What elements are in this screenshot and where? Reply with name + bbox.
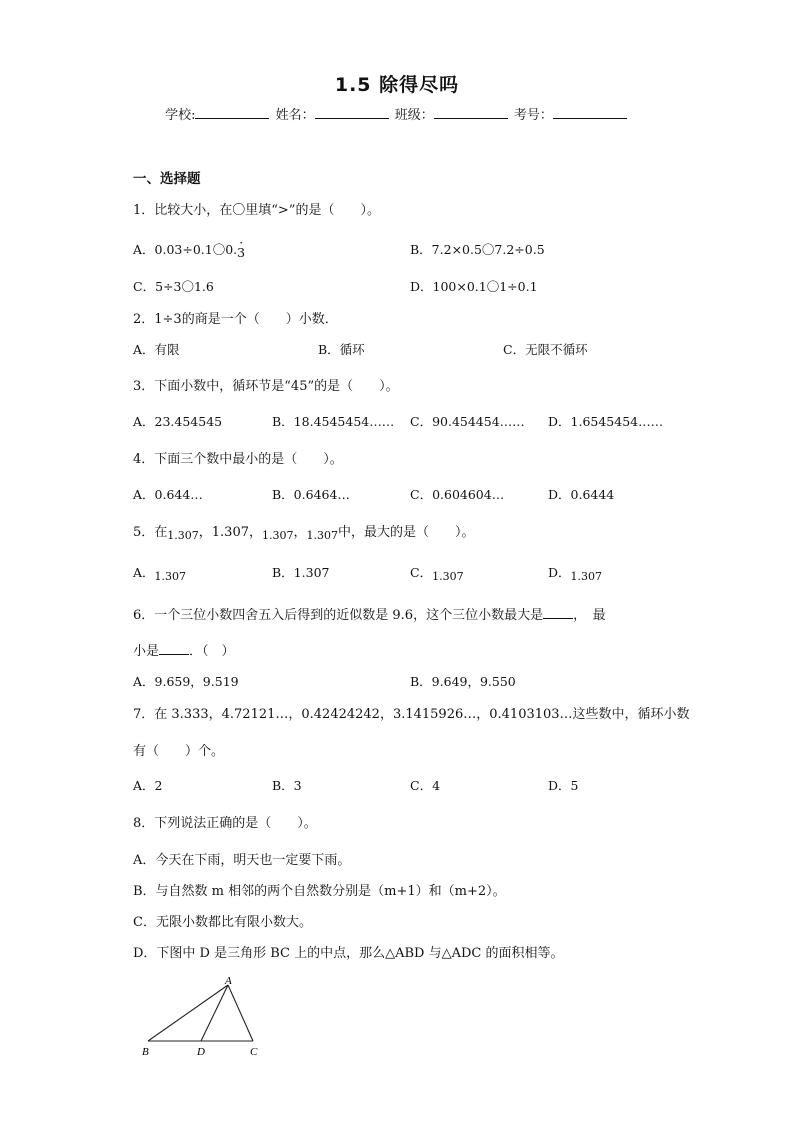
q5-d-label: D． bbox=[548, 565, 571, 580]
q8-option-b[interactable]: B．与自然数 m 相邻的两个自然数分别是（m+1）和（m+2）。 bbox=[133, 884, 506, 899]
q1-option-b[interactable]: B．7.2×0.5〇7.2÷0.5 bbox=[410, 242, 545, 257]
q7-option-d[interactable]: D．5 bbox=[548, 778, 579, 793]
q4-option-c[interactable]: C．0.604604… bbox=[410, 487, 505, 502]
q6-line2-start: 小是 bbox=[133, 644, 160, 659]
q1-a-text: A．0.03÷0.1〇0. bbox=[133, 242, 238, 257]
vertex-label-a: A bbox=[225, 975, 232, 987]
q5-stem-end: 中，最大的是（ ）。 bbox=[338, 525, 475, 540]
q5-stem-start: 5．在 bbox=[133, 525, 168, 540]
q3-option-c[interactable]: C．90.454454…… bbox=[410, 414, 525, 429]
edge-ac bbox=[228, 985, 253, 1041]
q3-option-d[interactable]: D．1.6545454…… bbox=[548, 414, 664, 429]
vertex-label-c: C bbox=[250, 1046, 258, 1058]
q8-option-d[interactable]: D．下图中 D 是三角形 BC 上的中点，那么△ABD 与△ADC 的面积相等。 bbox=[133, 946, 564, 961]
q2-option-c[interactable]: C．无限不循环 bbox=[503, 342, 588, 357]
q5-d-value: 1.307 bbox=[570, 570, 603, 583]
q5-c-value: 1.307 bbox=[432, 570, 464, 583]
vertex-label-d: D bbox=[197, 1046, 205, 1058]
q6-blank-min[interactable] bbox=[159, 644, 189, 655]
triangle-diagram bbox=[138, 975, 278, 1065]
q7-option-a[interactable]: A．2 bbox=[133, 778, 163, 793]
q2-option-a[interactable]: A．有限 bbox=[133, 342, 180, 357]
q5-option-b[interactable]: B．1.307 bbox=[272, 565, 330, 580]
q1-option-d[interactable]: D．100×0.1〇1÷0.1 bbox=[410, 279, 538, 294]
q5-option-c[interactable] bbox=[410, 563, 464, 581]
q7-option-b[interactable]: B．3 bbox=[272, 778, 302, 793]
class-blank[interactable] bbox=[434, 106, 508, 119]
edge-ba bbox=[148, 985, 228, 1041]
class-label: 班级： bbox=[394, 108, 434, 123]
q6-stem-line2 bbox=[133, 640, 235, 659]
q5-a-value: 1.307 bbox=[154, 570, 187, 583]
q1-option-a[interactable] bbox=[133, 240, 245, 258]
student-info-row bbox=[0, 104, 794, 123]
q6-line1-text: 6．一个三位小数四舍五入后得到的近似数是 9.6，这个三位小数最大是 bbox=[133, 608, 544, 623]
number-blank[interactable] bbox=[553, 106, 627, 119]
q6-option-b[interactable]: B．9.649，9.550 bbox=[410, 674, 516, 689]
q5-separator-1: ，1.307， bbox=[198, 525, 262, 540]
name-label: 姓名： bbox=[275, 108, 315, 123]
section-heading: 一、选择题 bbox=[133, 171, 201, 187]
vertex-label-b: B bbox=[142, 1046, 149, 1058]
name-blank[interactable] bbox=[315, 106, 389, 119]
q5-number-1: 1.307 bbox=[167, 529, 199, 542]
q5-separator-2: ， bbox=[293, 525, 307, 540]
q7-stem-line2: 有（ ）个。 bbox=[133, 744, 225, 759]
q8-option-c[interactable]: C．无限小数都比有限小数大。 bbox=[133, 915, 312, 930]
page-title: 1.5 除得尽吗 bbox=[334, 74, 460, 96]
q6-line2-end: ．（ ） bbox=[189, 644, 235, 659]
q3-option-b[interactable]: B．18.4545454…… bbox=[272, 414, 395, 429]
q2-option-b[interactable]: B．循环 bbox=[318, 342, 365, 357]
q2-stem: 2．1÷3的商是一个（ ）小数． bbox=[133, 312, 338, 327]
q4-option-a[interactable]: A．0.644… bbox=[133, 487, 203, 502]
q5-number-2: 1.307 bbox=[262, 529, 294, 542]
q5-option-a[interactable] bbox=[133, 563, 186, 581]
q8-stem: 8．下列说法正确的是（ ）。 bbox=[133, 816, 317, 831]
q5-a-label: A． bbox=[133, 565, 155, 580]
q4-option-b[interactable]: B．0.6464… bbox=[272, 487, 350, 502]
school-label: 学校: bbox=[165, 108, 196, 123]
q7-stem-line1: 7．在 3.333，4.72121…，0.42424242，3.1415926…，0.4103103…这些数中，循环小数 bbox=[133, 707, 690, 722]
q1-option-c[interactable]: C．5÷3〇1.6 bbox=[133, 279, 214, 294]
q6-line1-end: ， 最 bbox=[573, 608, 606, 623]
q5-stem bbox=[133, 521, 475, 540]
q3-stem: 3．下面小数中，循环节是“45”的是（ ）。 bbox=[133, 379, 399, 394]
q4-stem: 4．下面三个数中最小的是（ ）。 bbox=[133, 452, 343, 467]
q1-stem: 1．比较大小，在〇里填“>”的是（ ）。 bbox=[133, 203, 380, 218]
q3-option-a[interactable]: A．23.454545 bbox=[133, 414, 223, 429]
q7-option-c[interactable]: C．4 bbox=[410, 778, 441, 793]
number-label: 考号： bbox=[513, 108, 553, 123]
q1-a-repeat-digit: · 3 bbox=[237, 245, 245, 260]
q5-number-3: 1.307 bbox=[306, 529, 339, 542]
q5-c-label: C． bbox=[410, 565, 433, 580]
q8-option-a[interactable]: A．今天在下雨，明天也一定要下雨。 bbox=[133, 853, 351, 868]
q6-blank-max[interactable] bbox=[543, 608, 573, 619]
q5-option-d[interactable] bbox=[548, 563, 602, 581]
q6-option-a[interactable]: A．9.659，9.519 bbox=[133, 674, 239, 689]
school-blank[interactable] bbox=[195, 106, 269, 119]
q4-option-d[interactable]: D．0.6444 bbox=[548, 487, 615, 502]
q6-stem-line1 bbox=[133, 604, 606, 623]
edge-ad bbox=[201, 985, 228, 1041]
